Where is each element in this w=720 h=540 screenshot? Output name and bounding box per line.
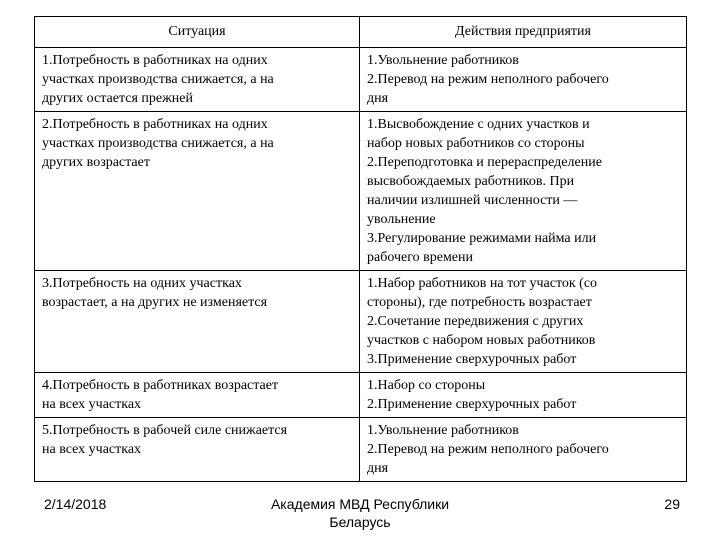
cell-line: дня <box>367 91 389 106</box>
actions-cell <box>360 373 687 418</box>
cell-line: 5.Потребность в рабочей силе снижается <box>42 423 288 438</box>
situation-cell <box>35 112 360 271</box>
actions-cell <box>360 418 687 482</box>
situation-cell <box>35 48 360 112</box>
footer-organization <box>230 495 490 531</box>
cell-line: высвобождаемых работников. При <box>367 174 575 189</box>
cell-line: на всех участках <box>42 442 142 457</box>
cell-line: набор новых работников со стороны <box>367 136 585 151</box>
cell-line: наличии излишней численности — <box>367 193 578 208</box>
situation-cell <box>35 373 360 418</box>
cell-line: 1.Потребность в работниках на одних <box>42 53 268 68</box>
actions-cell <box>360 271 687 373</box>
cell-line: 2.Перевод на режим неполного рабочего <box>367 442 609 457</box>
cell-line: дня <box>367 461 389 476</box>
footer-organization-line2: Беларусь <box>329 514 391 530</box>
situations-table <box>34 16 687 482</box>
header-situation: Ситуация <box>35 17 360 48</box>
table-row <box>35 271 687 373</box>
footer-organization-line1: Академия МВД Республики <box>270 496 450 512</box>
cell-line: 2.Потребность в работниках на одних <box>42 117 268 132</box>
table-row <box>35 373 687 418</box>
cell-line: участках производства снижается, а на <box>42 136 274 151</box>
cell-line: 1.Набор со стороны <box>367 378 486 393</box>
actions-cell <box>360 48 687 112</box>
table-row <box>35 48 687 112</box>
cell-line: 2.Переподготовка и перераспределение <box>367 155 602 170</box>
cell-line: участков с набором новых работников <box>367 333 596 348</box>
cell-line: на всех участках <box>42 397 142 412</box>
cell-line: участках производства снижается, а на <box>42 72 274 87</box>
cell-line: других остается прежней <box>42 91 193 106</box>
cell-line: 3.Потребность на одних участках <box>42 276 242 291</box>
cell-line: 4.Потребность в работниках возрастает <box>42 378 279 393</box>
table-header-row <box>35 17 687 48</box>
cell-line: других возрастает <box>42 155 150 170</box>
table-row <box>35 418 687 482</box>
cell-line: 2.Применение сверхурочных работ <box>367 397 577 412</box>
actions-cell <box>360 112 687 271</box>
cell-line: 1.Набор работников на тот участок (со <box>367 276 598 291</box>
cell-line: 2.Сочетание передвижения с других <box>367 314 584 329</box>
cell-line: возрастает, а на других не изменяется <box>42 295 268 310</box>
situation-cell <box>35 271 360 373</box>
cell-line: 1.Увольнение работников <box>367 423 519 438</box>
cell-line: 2.Перевод на режим неполного рабочего <box>367 72 609 87</box>
cell-line: рабочего времени <box>367 250 474 265</box>
cell-line: стороны), где потребность возрастает <box>367 295 592 310</box>
situation-cell <box>35 418 360 482</box>
table-row <box>35 112 687 271</box>
cell-line: 1.Увольнение работников <box>367 53 519 68</box>
footer-date: 2/14/2018 <box>44 496 107 512</box>
cell-line: увольнение <box>367 212 436 227</box>
header-actions: Действия предприятия <box>360 17 687 48</box>
cell-line: 1.Высвобождение с одних участков и <box>367 117 590 132</box>
cell-line: 3.Применение сверхурочных работ <box>367 352 577 367</box>
page-number: 29 <box>664 496 680 512</box>
cell-line: 3.Регулирование режимами найма или <box>367 231 597 246</box>
